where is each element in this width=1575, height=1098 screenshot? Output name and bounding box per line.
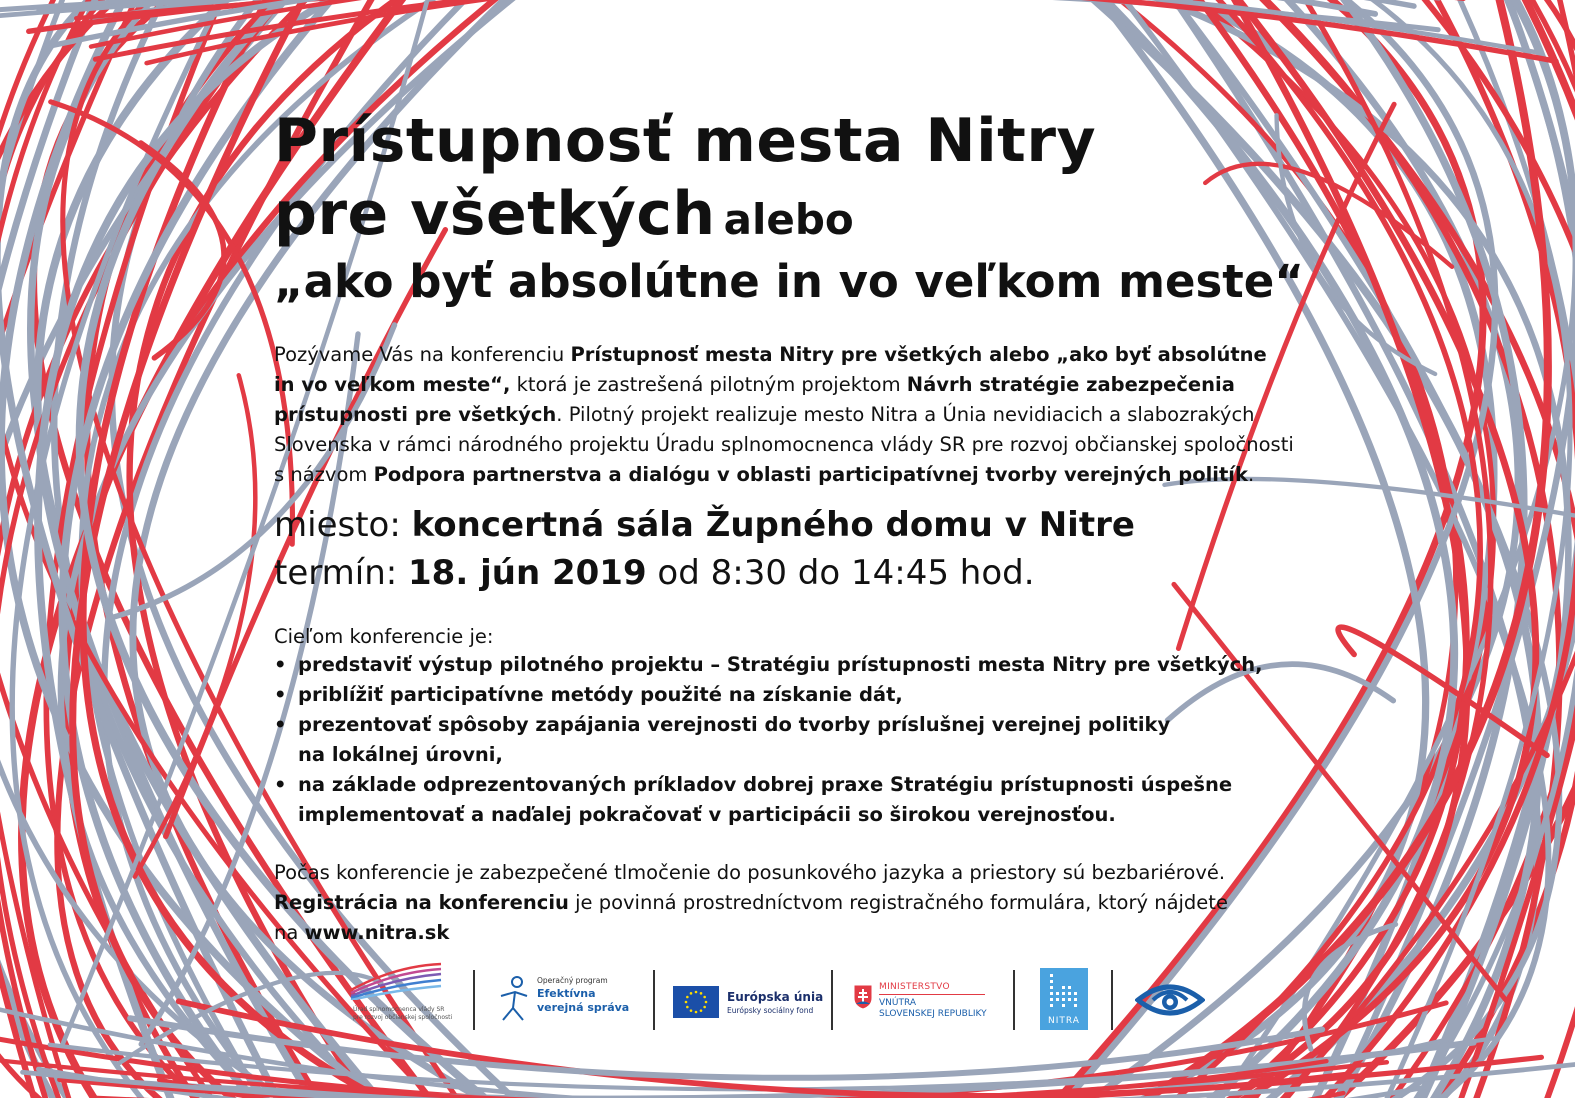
eye-icon	[1135, 978, 1205, 1022]
op-small-text: Operačný program	[537, 976, 608, 985]
ministry-text-3: SLOVENSKEJ REPUBLIKY	[879, 1009, 987, 1019]
intro-text: .	[1247, 463, 1255, 486]
eu-star-icon	[705, 1001, 708, 1004]
eu-star-icon	[695, 1011, 698, 1014]
list-item: • prezentovať spôsoby zapájania verejnosti do tvorby príslušnej verejnej politiky na lokálnej úrovni,	[274, 710, 1334, 770]
interpreting-note: Počas konferencie je zabezpečené tlmočenie do posunkového jazyka a priestory sú bezbariérové.	[274, 861, 1226, 884]
eu-star-icon	[686, 996, 689, 999]
eu-star-icon	[703, 996, 706, 999]
eu-star-icon	[686, 1006, 689, 1009]
title-line-1: Prístupnosť mesta Nitry	[274, 106, 1097, 176]
ministry-rule	[879, 994, 985, 995]
op-evs-logo	[497, 974, 637, 1034]
intro-text: . Pilotný projekt realizuje mesto Nitra a Únia nevidiacich a slabozrakých	[556, 403, 1255, 426]
eu-star-icon	[690, 1009, 693, 1012]
swoosh-icon	[345, 960, 445, 1000]
logo-divider	[1111, 970, 1113, 1030]
coat-of-arms-icon	[853, 984, 873, 1010]
partner-logos	[345, 960, 1215, 1038]
eu-star-icon	[700, 1009, 703, 1012]
person-star-icon	[497, 974, 531, 1022]
place-value: koncertná sála Župného domu v Nitre	[411, 505, 1135, 545]
eu-flag-icon	[673, 986, 719, 1018]
ministry-text-1: MINISTERSTVO	[879, 982, 950, 992]
eu-star-icon	[703, 1006, 706, 1009]
intro-text: s názvom	[274, 463, 374, 486]
date-label: termín:	[274, 553, 409, 593]
conference-name-cont: in vo veľkom meste“,	[274, 373, 511, 396]
intro-text: Pozývame Vás na konferenciu	[274, 343, 571, 366]
website-link[interactable]: www.nitra.sk	[304, 921, 450, 944]
eu-name: Európska únia	[727, 990, 824, 1004]
title-quote: „ako byť absolútne in vo veľkom meste“	[274, 255, 1304, 308]
list-item: • predstaviť výstup pilotného projektu – Stratégiu prístupnosti mesta Nitry pre všetkých,	[274, 650, 1334, 680]
logo-divider	[473, 970, 475, 1030]
time-value: od 8:30 do 14:45 hod.	[646, 553, 1035, 593]
title-alt-word: alebo	[723, 195, 854, 244]
list-item: • priblížiť participatívne metódy použité na získanie dát,	[274, 680, 1334, 710]
conference-name: Prístupnosť mesta Nitry pre všetkých alebo „ako byť absolútne	[570, 343, 1267, 366]
logo-divider	[653, 970, 655, 1030]
op-big-text-1: Efektívna	[537, 987, 596, 1000]
place-label: miesto:	[274, 505, 412, 545]
nitra-castle-icon	[1040, 968, 1088, 1014]
title-line-2-main: pre všetkých	[274, 179, 716, 249]
registration-label: Registrácia na konferenciu	[274, 891, 569, 914]
office-logo	[345, 960, 455, 1038]
ministry-logo	[853, 982, 1013, 1030]
project-name: Návrh stratégie zabezpečenia	[906, 373, 1235, 396]
nitra-logo-text: NITRA	[1048, 1016, 1080, 1026]
office-logo-text: Úrad splnomocnenca vlády SR pre rozvoj občianskej spoločnosti	[353, 1006, 453, 1021]
registration-text: je povinná prostredníctvom registračného formulára, ktorý nájdete	[568, 891, 1228, 914]
title-line-2	[274, 179, 854, 249]
eu-fund: Európsky sociálny fond	[727, 1006, 814, 1015]
national-project-name: Podpora partnerstva a dialógu v oblasti participatívnej tvorby verejných politík	[373, 463, 1248, 486]
event-date	[274, 553, 1374, 593]
eu-star-icon	[700, 992, 703, 995]
project-name-cont: prístupnosti pre všetkých	[274, 403, 557, 426]
footer-info	[274, 858, 1334, 948]
event-place	[274, 505, 1374, 545]
nitra-logo	[1040, 968, 1088, 1030]
intro-paragraph	[274, 340, 1334, 490]
intro-text: Slovenska v rámci národného projektu Úradu splnomocnenca vlády SR pre rozvoj občianskej spoločnosti	[274, 433, 1294, 456]
date-value: 18. jún 2019	[408, 553, 647, 593]
logo-divider	[1013, 970, 1015, 1030]
unss-logo	[1135, 978, 1205, 1022]
eu-logo	[673, 986, 823, 1026]
eu-star-icon	[685, 1001, 688, 1004]
ministry-text-2: VNÚTRA	[879, 998, 917, 1008]
logo-divider	[831, 970, 833, 1030]
eu-star-icon	[690, 992, 693, 995]
eu-star-icon	[695, 991, 698, 994]
intro-text: ktorá je zastrešená pilotným projektom	[510, 373, 907, 396]
registration-text-na: na	[274, 921, 305, 944]
list-item: • na základe odprezentovaných príkladov dobrej praxe Stratégiu prístupnosti úspešne implementovať a naďalej pokračovať v participácii so širokou verejnosťou.	[274, 770, 1334, 830]
goals-list	[274, 650, 1334, 830]
op-big-text-2: verejná správa	[537, 1001, 630, 1014]
goals-heading: Cieľom konferencie je:	[274, 625, 494, 648]
